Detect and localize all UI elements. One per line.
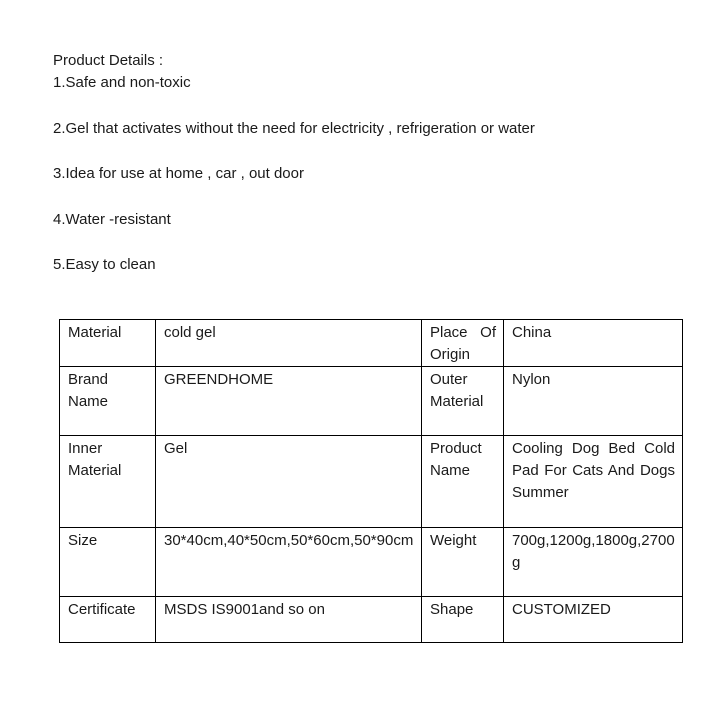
spec-value-certificate: MSDS IS9001and so on — [156, 597, 422, 643]
spec-value-inner-material: Gel — [156, 436, 422, 528]
details-item-3: 3.Idea for use at home , car , out door — [53, 165, 304, 182]
spec-value-size: 30*40cm,40*50cm,50*60cm,50*90cm — [156, 528, 422, 597]
spec-label-product-name: Product Name — [422, 436, 504, 528]
spec-label-brand-name: Brand Name — [60, 367, 156, 436]
spec-label-size: Size — [60, 528, 156, 597]
spec-value-brand-name: GREENDHOME — [156, 367, 422, 436]
details-item-1: 1.Safe and non-toxic — [53, 74, 191, 91]
spec-value-product-name: Cooling Dog Bed Cold Pad For Cats And Dogs Summer — [504, 436, 683, 528]
details-item-2: 2.Gel that activates without the need for electricity , refrigeration or water — [53, 120, 535, 137]
spec-label-place-of-origin: Place Of Origin — [422, 320, 504, 367]
spec-table — [59, 319, 683, 643]
spec-label-inner-material: Inner Material — [60, 436, 156, 528]
table-row — [60, 367, 683, 436]
details-item-4: 4.Water -resistant — [53, 211, 171, 228]
details-item-5: 5.Easy to clean — [53, 256, 156, 273]
spec-label-material: Material — [60, 320, 156, 367]
details-heading: Product Details : — [53, 52, 164, 69]
table-row — [60, 436, 683, 528]
table-row — [60, 320, 683, 367]
spec-value-material: cold gel — [156, 320, 422, 367]
spec-value-shape: CUSTOMIZED — [504, 597, 683, 643]
spec-label-certificate: Certificate — [60, 597, 156, 643]
spec-value-outer-material: Nylon — [504, 367, 683, 436]
table-row — [60, 597, 683, 643]
table-row — [60, 528, 683, 597]
spec-label-shape: Shape — [422, 597, 504, 643]
spec-value-weight: 700g,1200g,1800g,2700g — [504, 528, 683, 597]
spec-label-outer-material: Outer Material — [422, 367, 504, 436]
spec-label-weight: Weight — [422, 528, 504, 597]
spec-value-place-of-origin: China — [504, 320, 683, 367]
